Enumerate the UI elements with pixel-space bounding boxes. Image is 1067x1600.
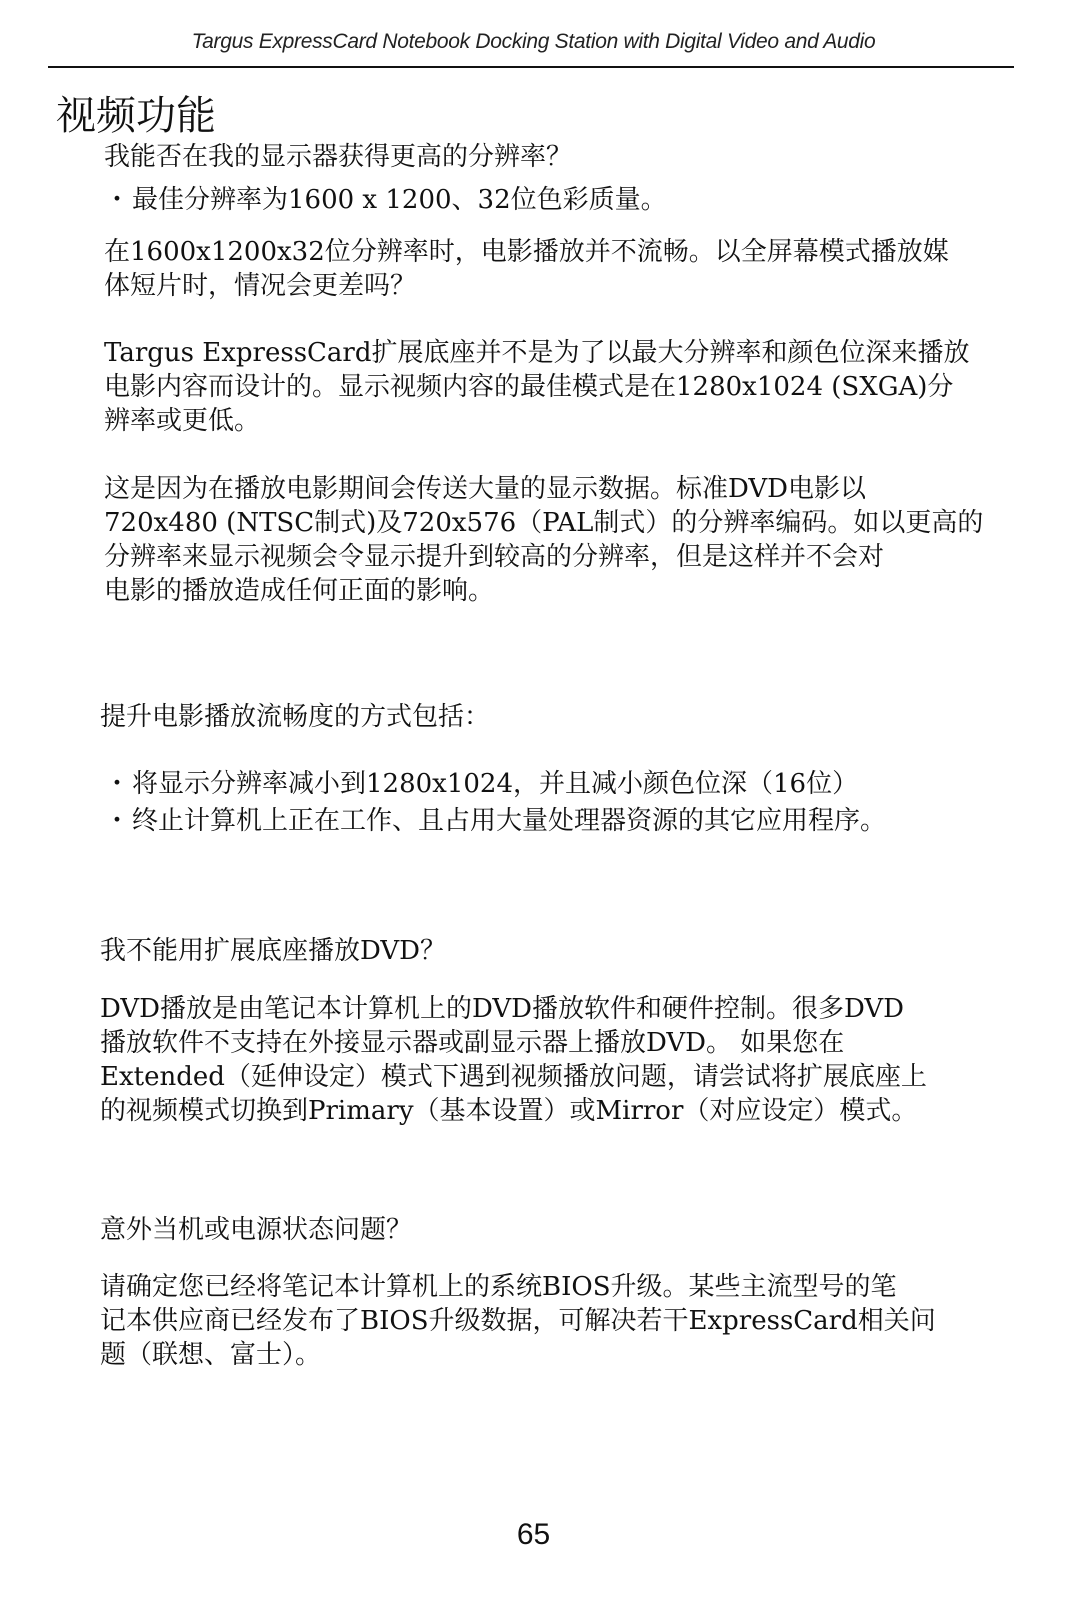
answer-dvd-playback — [100, 992, 927, 1128]
answer-line: 播放软件不支持在外接显示器或副显示器上播放DVD。 如果您在 — [100, 1028, 845, 1058]
question-unexpected-crash: 意外当机或电源状态问题？ — [100, 1215, 413, 1245]
answer-line: Targus ExpressCard扩展底座并不是为了以最大分辨率和颜色位深来播放 — [104, 338, 970, 368]
answer-line: DVD播放是由笔记本计算机上的DVD播放软件和硬件控制。很多DVD — [100, 994, 905, 1024]
answer-bios-update — [100, 1270, 936, 1372]
question-line: 体短片时，情况会更差吗？ — [104, 271, 417, 301]
bullet-text: 最佳分辨率为1600 x 1200、32位色彩质量。 — [132, 185, 667, 215]
running-header: Targus ExpressCard Notebook Docking Station with Digital Video and Audio — [191, 30, 876, 53]
question-line: 在1600x1200x32位分辨率时，电影播放并不流畅。以全屏幕模式播放媒 — [104, 237, 949, 267]
question-higher-resolution: 我能否在我的显示器获得更高的分辨率？ — [104, 142, 573, 172]
answer-line: 电影内容而设计的。显示视频内容的最佳模式是在1280x1024 (SXGA)分 — [104, 372, 954, 402]
answer-dock-design — [104, 336, 970, 438]
answer-line: Extended（延伸设定）模式下遇到视频播放问题，请尝试将扩展底座上 — [100, 1062, 927, 1092]
answer-line: 辨率或更低。 — [104, 406, 261, 436]
answer-line: 题（联想、富士）。 — [100, 1340, 322, 1370]
answer-line: 分辨率来显示视频会令显示提升到较高的分辨率，但是这样并不会对 — [104, 542, 885, 572]
bullet-reduce-resolution — [104, 767, 858, 801]
section-title: 视频功能 — [56, 93, 216, 139]
bullet-dot: ・ — [104, 806, 131, 836]
header-rule — [48, 66, 1014, 68]
tips-intro: 提升电影播放流畅度的方式包括： — [100, 702, 491, 732]
page-number: 65 — [516, 1518, 551, 1551]
answer-line: 的视频模式切换到Primary（基本设置）或Mirror（对应设定）模式。 — [100, 1096, 918, 1126]
bullet-text: 将显示分辨率减小到1280x1024，并且减小颜色位深（16位） — [132, 769, 859, 799]
bullet-best-resolution — [104, 183, 667, 217]
answer-line: 电影的播放造成任何正面的影响。 — [104, 576, 495, 606]
answer-line: 记本供应商已经发布了BIOS升级数据，可解决若干ExpressCard相关问 — [100, 1306, 936, 1336]
bullet-close-apps — [104, 804, 886, 838]
question-playback-smoothness — [104, 235, 949, 303]
answer-display-data — [104, 472, 983, 608]
bullet-dot: ・ — [104, 185, 131, 215]
question-dvd-playback: 我不能用扩展底座播放DVD？ — [100, 936, 447, 966]
answer-line: 请确定您已经将笔记本计算机上的系统BIOS升级。某些主流型号的笔 — [100, 1272, 897, 1302]
bullet-dot: ・ — [104, 769, 131, 799]
bullet-text: 终止计算机上正在工作、且占用大量处理器资源的其它应用程序。 — [132, 806, 887, 836]
answer-line: 720x480 (NTSC制式)及720x576（PAL制式）的分辨率编码。如以更高的 — [104, 508, 984, 538]
answer-line: 这是因为在播放电影期间会传送大量的显示数据。标准DVD电影以 — [104, 474, 867, 504]
